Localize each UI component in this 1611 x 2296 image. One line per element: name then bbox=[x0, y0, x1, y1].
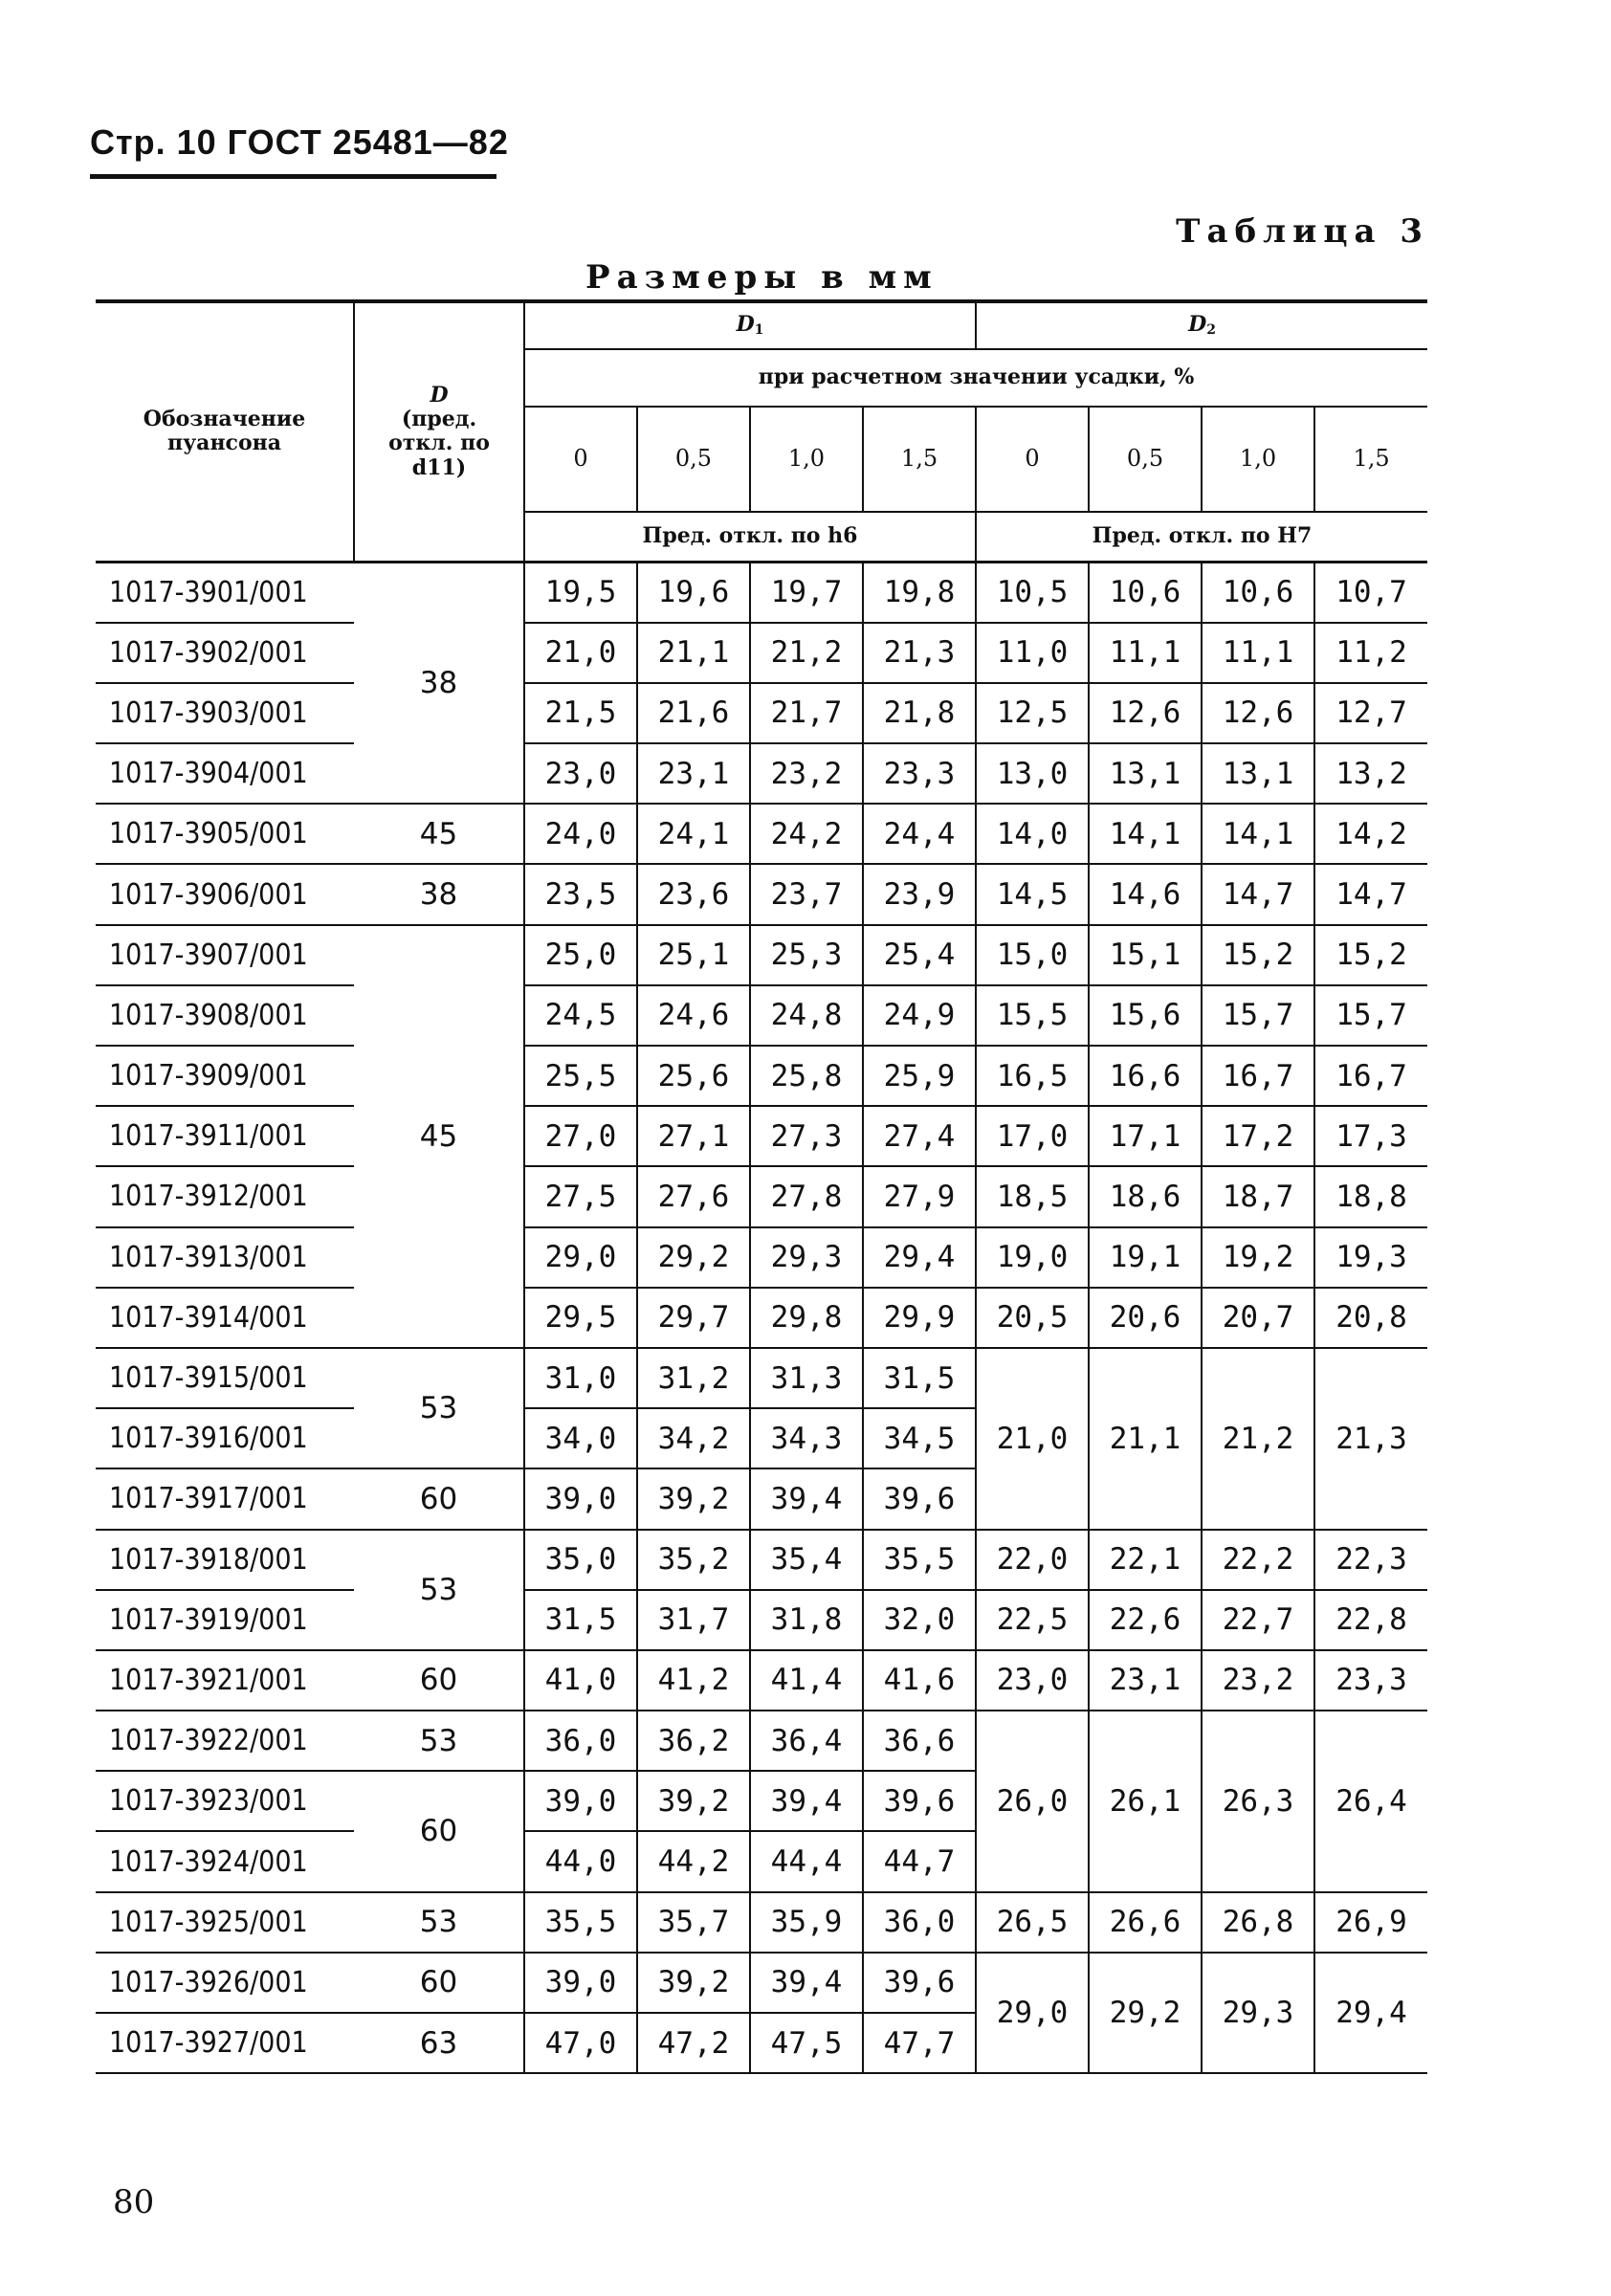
d1-value: 31,2 bbox=[637, 1348, 750, 1408]
d1-value: 39,4 bbox=[750, 1953, 863, 2013]
d2-value: 16,6 bbox=[1089, 1046, 1202, 1106]
d2-value: 14,6 bbox=[1089, 864, 1202, 924]
d1-value: 36,2 bbox=[637, 1711, 750, 1771]
d1-value: 29,5 bbox=[524, 1288, 637, 1348]
d1-value: 25,5 bbox=[524, 1046, 637, 1106]
page-number: 80 bbox=[113, 2183, 155, 2221]
d1-value: 25,0 bbox=[524, 925, 637, 985]
table-row bbox=[96, 1892, 1427, 1953]
d1-value: 21,8 bbox=[863, 683, 976, 743]
d1-value: 35,0 bbox=[524, 1530, 637, 1590]
d2-value: 22,6 bbox=[1089, 1590, 1202, 1650]
d2-value: 23,2 bbox=[1202, 1650, 1314, 1711]
d2-value: 14,1 bbox=[1089, 804, 1202, 864]
d2-value: 17,1 bbox=[1089, 1106, 1202, 1166]
d2-value: 15,7 bbox=[1202, 985, 1314, 1046]
punch-designation: 1017-3925/001 bbox=[96, 1892, 354, 1953]
punch-designation: 1017-3926/001 bbox=[96, 1953, 354, 2013]
d1-value: 21,2 bbox=[750, 623, 863, 683]
table-row bbox=[96, 1166, 1427, 1226]
d2-value: 20,7 bbox=[1202, 1288, 1314, 1348]
d2-value: 16,5 bbox=[976, 1046, 1089, 1106]
d-value: 60 bbox=[354, 1771, 524, 1891]
table-row bbox=[96, 683, 1427, 743]
d2-value: 22,7 bbox=[1202, 1590, 1314, 1650]
pct-header: 1,0 bbox=[1202, 407, 1314, 512]
d2-value: 17,2 bbox=[1202, 1106, 1314, 1166]
d2-value: 11,1 bbox=[1202, 623, 1314, 683]
d1-value: 21,6 bbox=[637, 683, 750, 743]
d1-value: 19,7 bbox=[750, 562, 863, 623]
d1-value: 29,7 bbox=[637, 1288, 750, 1348]
punch-designation: 1017-3913/001 bbox=[96, 1227, 354, 1288]
d2-value: 26,5 bbox=[976, 1892, 1089, 1953]
punch-designation: 1017-3918/001 bbox=[96, 1530, 354, 1590]
d2-value: 21,3 bbox=[1314, 1348, 1427, 1530]
d1-value: 47,5 bbox=[750, 2013, 863, 2073]
d2-value: 12,6 bbox=[1089, 683, 1202, 743]
d2-value: 11,1 bbox=[1089, 623, 1202, 683]
d1-value: 24,4 bbox=[863, 804, 976, 864]
d1-value: 25,9 bbox=[863, 1046, 976, 1106]
col-d2 bbox=[976, 301, 1427, 349]
d2-value: 29,3 bbox=[1202, 1953, 1314, 2073]
d1-value: 34,0 bbox=[524, 1408, 637, 1468]
d2-value: 14,7 bbox=[1202, 864, 1314, 924]
d2-value: 13,0 bbox=[976, 743, 1089, 804]
d1-value: 29,8 bbox=[750, 1288, 863, 1348]
d-value: 45 bbox=[354, 925, 524, 1348]
tolerance-H7: Пред. откл. по H7 bbox=[1092, 523, 1313, 549]
punch-designation: 1017-3906/001 bbox=[96, 864, 354, 924]
d1-value: 35,2 bbox=[637, 1530, 750, 1590]
pct-header: 0 bbox=[976, 407, 1089, 512]
d2-value: 10,5 bbox=[976, 562, 1089, 623]
d1-value: 34,5 bbox=[863, 1408, 976, 1468]
d2-value: 10,7 bbox=[1314, 562, 1427, 623]
d1-value: 29,3 bbox=[750, 1227, 863, 1288]
d2-value: 23,0 bbox=[976, 1650, 1089, 1711]
d2-value: 15,0 bbox=[976, 925, 1089, 985]
col-d1 bbox=[524, 301, 976, 349]
d1-value: 23,1 bbox=[637, 743, 750, 804]
d1-value: 23,5 bbox=[524, 864, 637, 924]
page-header: Стр. 10 ГОСТ 25481—82 bbox=[90, 122, 509, 162]
table-row bbox=[96, 1590, 1427, 1650]
d1-value: 39,2 bbox=[637, 1771, 750, 1831]
d1-value: 44,0 bbox=[524, 1831, 637, 1891]
d1-value: 21,1 bbox=[637, 623, 750, 683]
d1-value: 35,5 bbox=[863, 1530, 976, 1590]
d1-value: 36,0 bbox=[524, 1711, 637, 1771]
d1-value: 39,4 bbox=[750, 1771, 863, 1831]
d2-value: 26,0 bbox=[976, 1711, 1089, 1892]
punch-designation: 1017-3912/001 bbox=[96, 1166, 354, 1226]
pct-header: 0,5 bbox=[1089, 407, 1202, 512]
punch-designation: 1017-3903/001 bbox=[96, 683, 354, 743]
col-d-label: D bbox=[430, 382, 449, 408]
d2-value: 19,2 bbox=[1202, 1227, 1314, 1288]
d2-value: 15,5 bbox=[976, 985, 1089, 1046]
dimensions-table-wrap bbox=[96, 299, 1427, 2074]
d1-value: 31,3 bbox=[750, 1348, 863, 1408]
d1-value: 47,2 bbox=[637, 2013, 750, 2073]
d1-value: 23,0 bbox=[524, 743, 637, 804]
d2-value: 22,8 bbox=[1314, 1590, 1427, 1650]
d2-value: 14,1 bbox=[1202, 804, 1314, 864]
d2-value: 13,1 bbox=[1202, 743, 1314, 804]
d1-value: 29,0 bbox=[524, 1227, 637, 1288]
d2-value: 21,2 bbox=[1202, 1348, 1314, 1530]
table-row bbox=[96, 1288, 1427, 1348]
punch-designation: 1017-3914/001 bbox=[96, 1288, 354, 1348]
d2-value: 21,1 bbox=[1089, 1348, 1202, 1530]
d2-value: 22,2 bbox=[1202, 1530, 1314, 1590]
d1-value: 39,0 bbox=[524, 1953, 637, 2013]
punch-designation: 1017-3924/001 bbox=[96, 1831, 354, 1891]
col-designation bbox=[96, 301, 354, 562]
d1-value: 47,7 bbox=[863, 2013, 976, 2073]
table-row bbox=[96, 985, 1427, 1046]
d1-value: 36,6 bbox=[863, 1711, 976, 1771]
header-rule bbox=[90, 174, 497, 179]
d2-value: 22,5 bbox=[976, 1590, 1089, 1650]
d1-value: 24,6 bbox=[637, 985, 750, 1046]
d1-value: 31,5 bbox=[863, 1348, 976, 1408]
d1-value: 35,5 bbox=[524, 1892, 637, 1953]
d2-value: 14,5 bbox=[976, 864, 1089, 924]
d2-value: 12,6 bbox=[1202, 683, 1314, 743]
d1-value: 39,0 bbox=[524, 1771, 637, 1831]
d1-value: 27,4 bbox=[863, 1106, 976, 1166]
pct-header: 0 bbox=[524, 407, 637, 512]
d2-value: 26,3 bbox=[1202, 1711, 1314, 1892]
d2-value: 13,2 bbox=[1314, 743, 1427, 804]
d1-value: 35,4 bbox=[750, 1530, 863, 1590]
punch-designation: 1017-3904/001 bbox=[96, 743, 354, 804]
d2-value: 18,6 bbox=[1089, 1166, 1202, 1226]
d2-value: 10,6 bbox=[1202, 562, 1314, 623]
d2-value: 19,0 bbox=[976, 1227, 1089, 1288]
d2-value: 12,7 bbox=[1314, 683, 1427, 743]
d2-value: 26,6 bbox=[1089, 1892, 1202, 1953]
d1-value: 21,3 bbox=[863, 623, 976, 683]
punch-designation: 1017-3921/001 bbox=[96, 1650, 354, 1711]
d1-value: 31,7 bbox=[637, 1590, 750, 1650]
d2-value: 22,3 bbox=[1314, 1530, 1427, 1590]
d1-value: 31,0 bbox=[524, 1348, 637, 1408]
punch-designation: 1017-3916/001 bbox=[96, 1408, 354, 1468]
punch-designation: 1017-3902/001 bbox=[96, 623, 354, 683]
d2-value: 15,6 bbox=[1089, 985, 1202, 1046]
table-row bbox=[96, 1106, 1427, 1166]
col-d1-label: D bbox=[736, 312, 755, 338]
punch-designation: 1017-3909/001 bbox=[96, 1046, 354, 1106]
d2-value: 20,6 bbox=[1089, 1288, 1202, 1348]
d1-value: 24,1 bbox=[637, 804, 750, 864]
d1-value: 24,8 bbox=[750, 985, 863, 1046]
d-value: 63 bbox=[354, 2013, 524, 2073]
punch-designation: 1017-3923/001 bbox=[96, 1771, 354, 1831]
table-row bbox=[96, 1711, 1427, 1771]
d1-value: 39,2 bbox=[637, 1953, 750, 2013]
d1-value: 44,4 bbox=[750, 1831, 863, 1891]
d1-value: 29,2 bbox=[637, 1227, 750, 1288]
d2-value: 26,4 bbox=[1314, 1711, 1427, 1892]
d2-value: 18,5 bbox=[976, 1166, 1089, 1226]
d1-value: 27,8 bbox=[750, 1166, 863, 1226]
shrinkage-header: при расчетном значении усадки, % bbox=[524, 349, 1427, 407]
d1-value: 23,9 bbox=[863, 864, 976, 924]
d2-value: 15,2 bbox=[1202, 925, 1314, 985]
d2-value: 17,3 bbox=[1314, 1106, 1427, 1166]
d-value: 53 bbox=[354, 1348, 524, 1468]
d1-value: 25,6 bbox=[637, 1046, 750, 1106]
d-value: 38 bbox=[354, 864, 524, 924]
d1-value: 44,2 bbox=[637, 1831, 750, 1891]
d2-value: 14,7 bbox=[1314, 864, 1427, 924]
d2-value: 29,2 bbox=[1089, 1953, 1202, 2073]
table-row bbox=[96, 1650, 1427, 1711]
d2-value: 18,8 bbox=[1314, 1166, 1427, 1226]
d1-value: 41,6 bbox=[863, 1650, 976, 1711]
dimensions-table bbox=[96, 299, 1427, 2074]
d2-value: 26,1 bbox=[1089, 1711, 1202, 1892]
d1-value: 25,4 bbox=[863, 925, 976, 985]
d1-value: 29,4 bbox=[863, 1227, 976, 1288]
table-row bbox=[96, 1953, 1427, 2013]
d1-value: 23,7 bbox=[750, 864, 863, 924]
d1-value: 27,9 bbox=[863, 1166, 976, 1226]
d2-value: 22,0 bbox=[976, 1530, 1089, 1590]
table-row bbox=[96, 1227, 1427, 1288]
d1-value: 24,5 bbox=[524, 985, 637, 1046]
d1-value: 27,6 bbox=[637, 1166, 750, 1226]
d2-value: 19,3 bbox=[1314, 1227, 1427, 1288]
d2-value: 15,1 bbox=[1089, 925, 1202, 985]
punch-designation: 1017-3907/001 bbox=[96, 925, 354, 985]
d2-value: 11,0 bbox=[976, 623, 1089, 683]
d1-value: 27,0 bbox=[524, 1106, 637, 1166]
d1-value: 32,0 bbox=[863, 1590, 976, 1650]
d2-value: 18,7 bbox=[1202, 1166, 1314, 1226]
d2-value: 26,8 bbox=[1202, 1892, 1314, 1953]
table-header bbox=[96, 301, 1427, 562]
d1-value: 27,3 bbox=[750, 1106, 863, 1166]
table-row bbox=[96, 864, 1427, 924]
d1-value: 21,0 bbox=[524, 623, 637, 683]
d1-value: 31,5 bbox=[524, 1590, 637, 1650]
table-label: Таблица 3 bbox=[1176, 212, 1429, 251]
d2-value: 16,7 bbox=[1314, 1046, 1427, 1106]
col-d2-sub: 2 bbox=[1206, 322, 1216, 339]
d-value: 60 bbox=[354, 1468, 524, 1529]
table-row bbox=[96, 925, 1427, 985]
d1-value: 24,2 bbox=[750, 804, 863, 864]
d2-value: 19,1 bbox=[1089, 1227, 1202, 1288]
punch-designation: 1017-3917/001 bbox=[96, 1468, 354, 1529]
d1-value: 35,9 bbox=[750, 1892, 863, 1953]
col-d1-sub: 1 bbox=[754, 322, 764, 339]
d1-value: 24,9 bbox=[863, 985, 976, 1046]
d2-value: 29,0 bbox=[976, 1953, 1089, 2073]
d1-value: 36,0 bbox=[863, 1892, 976, 1953]
d1-value: 27,5 bbox=[524, 1166, 637, 1226]
d1-value: 25,3 bbox=[750, 925, 863, 985]
d-value: 38 bbox=[354, 562, 524, 804]
tolerance-h6: Пред. откл. по h6 bbox=[524, 512, 976, 562]
d2-value: 15,2 bbox=[1314, 925, 1427, 985]
d-value: 60 bbox=[354, 1953, 524, 2013]
d1-value: 34,2 bbox=[637, 1408, 750, 1468]
d2-value: 10,6 bbox=[1089, 562, 1202, 623]
d1-value: 34,3 bbox=[750, 1408, 863, 1468]
punch-designation: 1017-3901/001 bbox=[96, 562, 354, 623]
d1-value: 31,8 bbox=[750, 1590, 863, 1650]
col-designation-label: Обозначение пуансона bbox=[143, 406, 306, 456]
d2-value: 14,2 bbox=[1314, 804, 1427, 864]
d1-value: 25,1 bbox=[637, 925, 750, 985]
d1-value: 25,8 bbox=[750, 1046, 863, 1106]
d2-value: 13,1 bbox=[1089, 743, 1202, 804]
d-value: 60 bbox=[354, 1650, 524, 1711]
table-row bbox=[96, 562, 1427, 623]
d1-value: 29,9 bbox=[863, 1288, 976, 1348]
pct-header: 0,5 bbox=[637, 407, 750, 512]
d2-value: 21,0 bbox=[976, 1348, 1089, 1530]
d1-value: 24,0 bbox=[524, 804, 637, 864]
d2-value: 26,9 bbox=[1314, 1892, 1427, 1953]
col-d bbox=[354, 301, 524, 562]
d2-value: 17,0 bbox=[976, 1106, 1089, 1166]
d1-value: 23,6 bbox=[637, 864, 750, 924]
d1-value: 35,7 bbox=[637, 1892, 750, 1953]
d1-value: 41,4 bbox=[750, 1650, 863, 1711]
d2-value: 14,0 bbox=[976, 804, 1089, 864]
d1-value: 44,7 bbox=[863, 1831, 976, 1891]
table-row bbox=[96, 804, 1427, 864]
d-value: 53 bbox=[354, 1711, 524, 1771]
table-row bbox=[96, 1530, 1427, 1590]
d1-value: 39,2 bbox=[637, 1468, 750, 1529]
d1-value: 19,5 bbox=[524, 562, 637, 623]
d-value: 53 bbox=[354, 1530, 524, 1650]
d1-value: 39,4 bbox=[750, 1468, 863, 1529]
punch-designation: 1017-3908/001 bbox=[96, 985, 354, 1046]
pct-header: 1,5 bbox=[1314, 407, 1427, 512]
d1-value: 19,8 bbox=[863, 562, 976, 623]
punch-designation: 1017-3922/001 bbox=[96, 1711, 354, 1771]
d1-value: 23,3 bbox=[863, 743, 976, 804]
punch-designation: 1017-3905/001 bbox=[96, 804, 354, 864]
d1-value: 21,7 bbox=[750, 683, 863, 743]
d1-value: 21,5 bbox=[524, 683, 637, 743]
d2-value: 11,2 bbox=[1314, 623, 1427, 683]
punch-designation: 1017-3911/001 bbox=[96, 1106, 354, 1166]
table-row bbox=[96, 1348, 1427, 1408]
punch-designation: 1017-3919/001 bbox=[96, 1590, 354, 1650]
d2-value: 23,1 bbox=[1089, 1650, 1202, 1711]
d2-value: 12,5 bbox=[976, 683, 1089, 743]
d2-value: 15,7 bbox=[1314, 985, 1427, 1046]
d1-value: 27,1 bbox=[637, 1106, 750, 1166]
d-value: 45 bbox=[354, 804, 524, 864]
d2-value: 20,5 bbox=[976, 1288, 1089, 1348]
punch-designation: 1017-3915/001 bbox=[96, 1348, 354, 1408]
d2-value: 20,8 bbox=[1314, 1288, 1427, 1348]
table-row bbox=[96, 743, 1427, 804]
d2-value: 16,7 bbox=[1202, 1046, 1314, 1106]
d2-value: 22,1 bbox=[1089, 1530, 1202, 1590]
d-value: 53 bbox=[354, 1892, 524, 1953]
units-label: Размеры в мм bbox=[585, 258, 938, 297]
pct-header: 1,0 bbox=[750, 407, 863, 512]
table-row bbox=[96, 1046, 1427, 1106]
table-body bbox=[96, 562, 1427, 2073]
d2-value: 23,3 bbox=[1314, 1650, 1427, 1711]
col-d2-label: D bbox=[1188, 312, 1207, 338]
col-d-note: (пред. откл. по d11) bbox=[388, 406, 490, 480]
d1-value: 39,6 bbox=[863, 1468, 976, 1529]
d1-value: 47,0 bbox=[524, 2013, 637, 2073]
d2-value: 29,4 bbox=[1314, 1953, 1427, 2073]
pct-header: 1,5 bbox=[863, 407, 976, 512]
table-row bbox=[96, 623, 1427, 683]
d1-value: 23,2 bbox=[750, 743, 863, 804]
d1-value: 41,0 bbox=[524, 1650, 637, 1711]
d1-value: 36,4 bbox=[750, 1711, 863, 1771]
punch-designation: 1017-3927/001 bbox=[96, 2013, 354, 2073]
d1-value: 19,6 bbox=[637, 562, 750, 623]
d1-value: 41,2 bbox=[637, 1650, 750, 1711]
d1-value: 39,6 bbox=[863, 1771, 976, 1831]
d1-value: 39,0 bbox=[524, 1468, 637, 1529]
d1-value: 39,6 bbox=[863, 1953, 976, 2013]
